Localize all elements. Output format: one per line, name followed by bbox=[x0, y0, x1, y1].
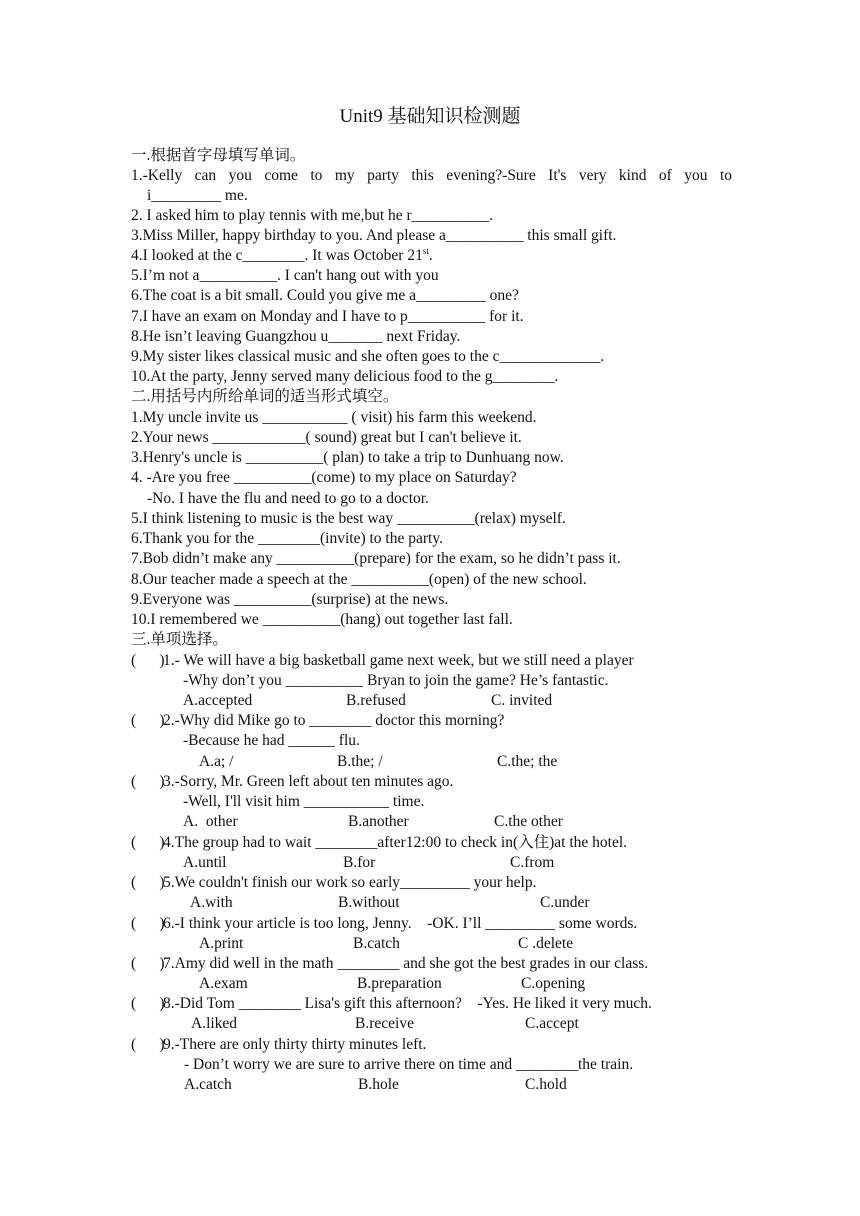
mc-q9-stem: 9.-There are only thirty thirty minutes left. bbox=[163, 1036, 427, 1053]
p1-q6: 6.The coat is a bit small. Could you give me a_________ one? bbox=[131, 287, 519, 304]
p2-q7: 7.Bob didn’t make any __________(prepare) for the exam, so he didn’t pass it. bbox=[131, 550, 621, 567]
page-title: Unit9 基础知识检测题 bbox=[339, 106, 521, 127]
p1-q7: 7.I have an exam on Monday and I have to p__________ for it. bbox=[131, 308, 524, 325]
mc-q7-option-b: B.preparation bbox=[357, 975, 442, 992]
p2-q5: 5.I think listening to music is the best way __________(relax) myself. bbox=[131, 510, 566, 527]
p2-q3: 3.Henry's uncle is __________( plan) to take a trip to Dunhuang now. bbox=[131, 449, 564, 466]
mc-q6-stem: 6.-I think your article is too long, Jenny. -OK. I’ll _________ some words. bbox=[163, 915, 638, 932]
p1-q4-main: 4.I looked at the c________. It was October 21 bbox=[131, 247, 423, 264]
mc-q4-option-b: B.for bbox=[343, 854, 376, 871]
mc-q1-option-c: C. invited bbox=[491, 692, 553, 709]
section-heading-1: 一.根据首字母填写单词。 bbox=[131, 147, 306, 164]
p2-q4-line2: -No. I have the flu and need to go to a doctor. bbox=[147, 490, 429, 507]
mc-q1-stem: 1.- We will have a big basketball game next week, but we still need a player bbox=[163, 652, 634, 669]
mc-q6-option-c: C .delete bbox=[518, 935, 574, 952]
p1-q1-line2: i_________ me. bbox=[147, 187, 248, 204]
mc-q6-option-a: A.print bbox=[199, 935, 244, 952]
p2-q8: 8.Our teacher made a speech at the __________(open) of the new school. bbox=[131, 571, 587, 588]
mc-q8-option-b: B.receive bbox=[355, 1015, 414, 1032]
mc-q8-stem: 8.-Did Tom ________ Lisa's gift this afternoon? -Yes. He liked it very much. bbox=[163, 995, 652, 1012]
mc-q9-option-c: C.hold bbox=[525, 1076, 567, 1093]
mc-q3-option-a: A. other bbox=[183, 813, 238, 830]
mc-q3-stem: 3.-Sorry, Mr. Green left about ten minutes ago. bbox=[163, 773, 454, 790]
mc-q5-stem: 5.We couldn't finish our work so early_________ your help. bbox=[163, 874, 537, 891]
answer-bracket: ( ) bbox=[131, 652, 165, 669]
p1-q1-line1: 1.-Kelly can you come to my party this evening?-Sure It's very kind of you to bbox=[131, 167, 732, 184]
mc-q6-option-b: B.catch bbox=[353, 935, 400, 952]
p2-q9: 9.Everyone was __________(surprise) at the news. bbox=[131, 591, 449, 608]
p2-q2: 2.Your news ____________( sound) great but I can't believe it. bbox=[131, 429, 522, 446]
p1-q8: 8.He isn’t leaving Guangzhou u_______ next Friday. bbox=[131, 328, 461, 345]
mc-q7-stem: 7.Amy did well in the math ________ and she got the best grades in our class. bbox=[163, 955, 649, 972]
mc-q2-option-c: C.the; the bbox=[497, 753, 558, 770]
section-heading-2: 二.用括号内所给单词的适当形式填空。 bbox=[131, 388, 399, 405]
p2-q6: 6.Thank you for the ________(invite) to the party. bbox=[131, 530, 443, 547]
mc-q7-option-c: C.opening bbox=[521, 975, 586, 992]
mc-q5-option-a: A.with bbox=[190, 894, 233, 911]
mc-q8-option-c: C.accept bbox=[525, 1015, 579, 1032]
mc-q2-option-a: A.a; / bbox=[199, 753, 234, 770]
mc-q8-option-a: A.liked bbox=[191, 1015, 238, 1032]
mc-q2-stem: 2.-Why did Mike go to ________ doctor this morning? bbox=[163, 712, 505, 729]
mc-q1-option-a: A.accepted bbox=[183, 692, 253, 709]
mc-q5-option-c: C.under bbox=[540, 894, 590, 911]
p2-q4-line1: 4. -Are you free __________(come) to my place on Saturday? bbox=[131, 469, 517, 486]
p1-q4 bbox=[131, 246, 433, 266]
mc-q2-option-b: B.the; / bbox=[337, 753, 383, 770]
mc-q4-option-a: A.until bbox=[183, 854, 227, 871]
answer-bracket: ( ) bbox=[131, 874, 165, 891]
p1-q2: 2. I asked him to play tennis with me,but he r__________. bbox=[131, 207, 494, 224]
answer-bracket: ( ) bbox=[131, 915, 165, 932]
p1-q10: 10.At the party, Jenny served many delicious food to the g________. bbox=[131, 368, 559, 385]
answer-bracket: ( ) bbox=[131, 773, 165, 790]
mc-q3-stem2: -Well, I'll visit him ___________ time. bbox=[183, 793, 425, 810]
mc-q9-stem2: - Don’t worry we are sure to arrive there on time and ________the train. bbox=[184, 1056, 634, 1073]
p1-q9: 9.My sister likes classical music and she often goes to the c_____________. bbox=[131, 348, 605, 365]
answer-bracket: ( ) bbox=[131, 955, 165, 972]
mc-q5-option-b: B.without bbox=[338, 894, 400, 911]
answer-bracket: ( ) bbox=[131, 712, 165, 729]
mc-q2-stem2: -Because he had ______ flu. bbox=[183, 732, 360, 749]
p1-q4-sup: st bbox=[422, 245, 429, 256]
answer-bracket: ( ) bbox=[131, 1036, 165, 1053]
mc-q1-option-b: B.refused bbox=[346, 692, 406, 709]
mc-q9-option-a: A.catch bbox=[184, 1076, 232, 1093]
answer-bracket: ( ) bbox=[131, 834, 165, 851]
mc-q4-option-c: C.from bbox=[510, 854, 555, 871]
answer-bracket: ( ) bbox=[131, 995, 165, 1012]
mc-q3-option-b: B.another bbox=[348, 813, 409, 830]
mc-q7-option-a: A.exam bbox=[199, 975, 248, 992]
mc-q1-stem2: -Why don’t you __________ Bryan to join the game? He’s fantastic. bbox=[183, 672, 609, 689]
p2-q1: 1.My uncle invite us ___________ ( visit) his farm this weekend. bbox=[131, 409, 537, 426]
p1-q5: 5.I’m not a__________. I can't hang out with you bbox=[131, 267, 439, 284]
section-heading-3: 三.单项选择。 bbox=[131, 631, 228, 648]
p1-q3: 3.Miss Miller, happy birthday to you. And please a__________ this small gift. bbox=[131, 227, 617, 244]
mc-q9-option-b: B.hole bbox=[358, 1076, 399, 1093]
mc-q4-stem: 4.The group had to wait ________after12:00 to check in(入住)at the hotel. bbox=[163, 834, 628, 851]
p2-q10: 10.I remembered we __________(hang) out together last fall. bbox=[131, 611, 513, 628]
mc-q3-option-c: C.the other bbox=[494, 813, 563, 830]
p1-q4-end: . bbox=[428, 247, 433, 264]
